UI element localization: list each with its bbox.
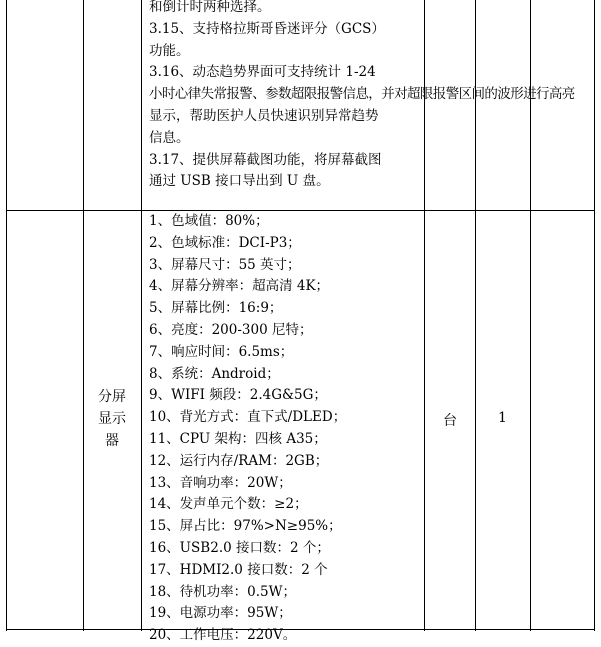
spec-item: 12、运行内存/RAM：2GB； (149, 452, 329, 469)
spec-item: 8、系统：Android； (149, 365, 280, 382)
item-spec-list (149, 211, 346, 647)
spec-item: 14、发声单元个数：≥2； (149, 496, 308, 513)
spec-item: 2、色域标准：DCI-P3； (149, 234, 301, 251)
spec-item: 6、亮度：200-300 尼特； (149, 321, 313, 338)
item-name (84, 386, 140, 452)
spec-item: 18、待机功率：0.5W； (149, 583, 297, 600)
spec-item: 9、WIFI 频段：2.4G&5G； (149, 387, 327, 404)
item-quantity: 1 (498, 410, 507, 426)
spec-item: 3、屏幕尺寸：55 英寸； (149, 256, 301, 273)
spec-item: 20、工作电压：220V。 (149, 627, 297, 644)
column-divider (83, 0, 84, 631)
table-border-left (6, 0, 7, 631)
spec-item: 1、色域值：80%； (149, 213, 269, 229)
spec-item: 17、HDMI2.0 接口数：2 个 (149, 561, 328, 578)
spec-item: 11、CPU 架构：四核 A35； (149, 430, 327, 447)
spec-item: 19、电源功率：95W； (149, 605, 292, 622)
column-divider (141, 0, 142, 631)
item-unit: 台 (443, 413, 457, 429)
spec-item: 10、背光方式：直下式/DLED； (149, 409, 347, 426)
spec-line: 3.16、动态趋势界面可支持统计 1-24 (149, 64, 376, 81)
spec-line: 通过 USB 接口导出到 U 盘。 (149, 173, 330, 190)
spec-item: 4、屏幕分辨率：超高清 4K； (149, 278, 330, 295)
item-name-line: 显示 (98, 411, 126, 427)
spec-line: 小时心律失常报警、参数超限报警信息，并对超限报警区间的波形进行高亮 (149, 86, 575, 103)
spec-line: 显示，帮助医护人员快速识别异常趋势 (149, 107, 379, 124)
previous-row-spec-text (149, 0, 575, 193)
spec-item: 16、USB2.0 接口数：2 个； (149, 539, 330, 556)
table-border-right (594, 0, 595, 631)
spec-item: 15、屏占比：97%>N≥95%； (149, 518, 342, 535)
spec-line: 3.15、支持格拉斯哥昏迷评分（GCS） (149, 20, 385, 37)
spec-item: 13、音响功率：20W； (149, 474, 292, 491)
spec-item: 5、屏幕比例：16:9； (149, 300, 283, 317)
spec-line: 功能。 (149, 42, 190, 59)
spec-line: 和倒计时两种选择。 (149, 0, 271, 15)
spec-line: 3.17、提供屏幕截图功能，将屏幕截图 (149, 151, 382, 168)
spec-line: 信息。 (149, 129, 190, 146)
item-name-line: 器 (105, 433, 119, 449)
item-name-line: 分屏 (98, 389, 126, 405)
spec-item: 7、响应时间：6.5ms； (149, 343, 294, 360)
